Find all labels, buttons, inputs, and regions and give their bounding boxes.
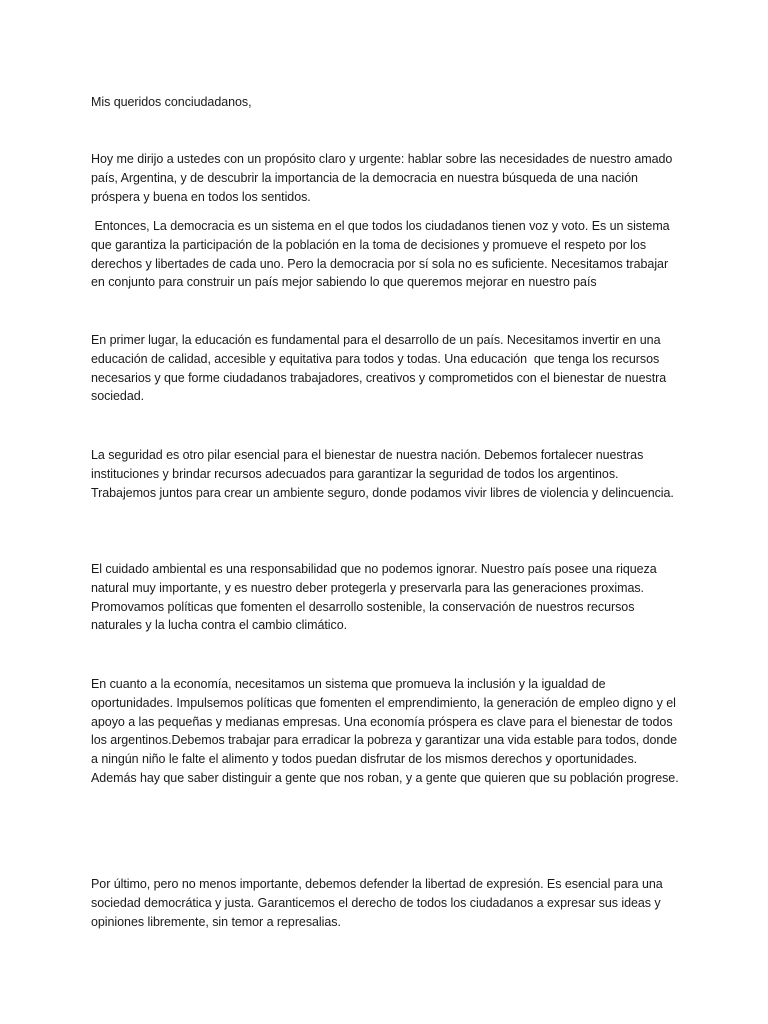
paragraph-seguridad: La seguridad es otro pilar esencial para el bienestar de nuestra nación. Debemos fortalecer nuestras instituciones y brindar recursos adecuados para garantizar la seguridad de todos los argentinos. Trabajemos juntos para crear un ambiente seguro, donde podamos vivir libres de violencia y delincuencia. [91, 448, 674, 500]
paragraph-libertad: Por último, pero no menos importante, debemos defender la libertad de expresión. Es esencial para una sociedad democrática y justa. Garanticemos el derecho de todos los ciudadanos a expresar sus ideas y opiniones libremente, sin temor a represalias. [91, 877, 667, 929]
paragraph-intro: Hoy me dirijo a ustedes con un propósito claro y urgente: hablar sobre las necesidades de nuestro amado país, Argentina, y de descubrir la importancia de la democracia en nuestra búsqueda de una nación próspera y buena en todos los sentidos. [91, 152, 676, 204]
paragraph-educacion: En primer lugar, la educación es fundamental para el desarrollo de un país. Necesitamos invertir en una educación de calidad, accesible y equitativa para todos y todas. Una educación que tenga los recursos necesarios y que forme ciudadanos trabajadores, creativos y comprometidos con el bienestar de nuestra sociedad. [91, 333, 670, 404]
paragraph-ambiente: El cuidado ambiental es una responsabilidad que no podemos ignorar. Nuestro país posee una riqueza natural muy importante, y es nuestro deber protegerla y preservarla para las generaciones proximas. Promovamos políticas que fomenten el desarrollo sostenible, la conservación de nuestros recursos naturales y la lucha contra el cambio climático. [91, 562, 661, 633]
paragraph-economia: En cuanto a la economía, necesitamos un sistema que promueva la inclusión y la igualdad de oportunidades. Impulsemos políticas que fomenten el emprendimiento, la generación de empleo digno y el apoyo a las pequeñas y medianas empresas. Una economía próspera es clave para el bienestar de todos los argentinos.Debemos trabajar para erradicar la pobreza y garantizar una vida estable para todos, donde a ningún niño le falte el alimento y todos puedan disfrutar de los mismos derechos y oportunidades. Además hay que saber distinguir a gente que nos roban, y a gente que quieren que su población progrese. [91, 677, 681, 785]
paragraph-democracia: Entonces, La democracia es un sistema en el que todos los ciudadanos tienen voz y voto. Es un sistema que garantiza la participación de la población en la toma de decisiones y promueve el respeto por los derechos y libertades de cada uno. Pero la democracia por sí sola no es suficiente. Necesitamos trabajar en conjunto para construir un país mejor sabiendo lo que queremos mejorar en nuestro país [91, 219, 674, 290]
salutation: Mis queridos conciudadanos, [91, 95, 252, 109]
